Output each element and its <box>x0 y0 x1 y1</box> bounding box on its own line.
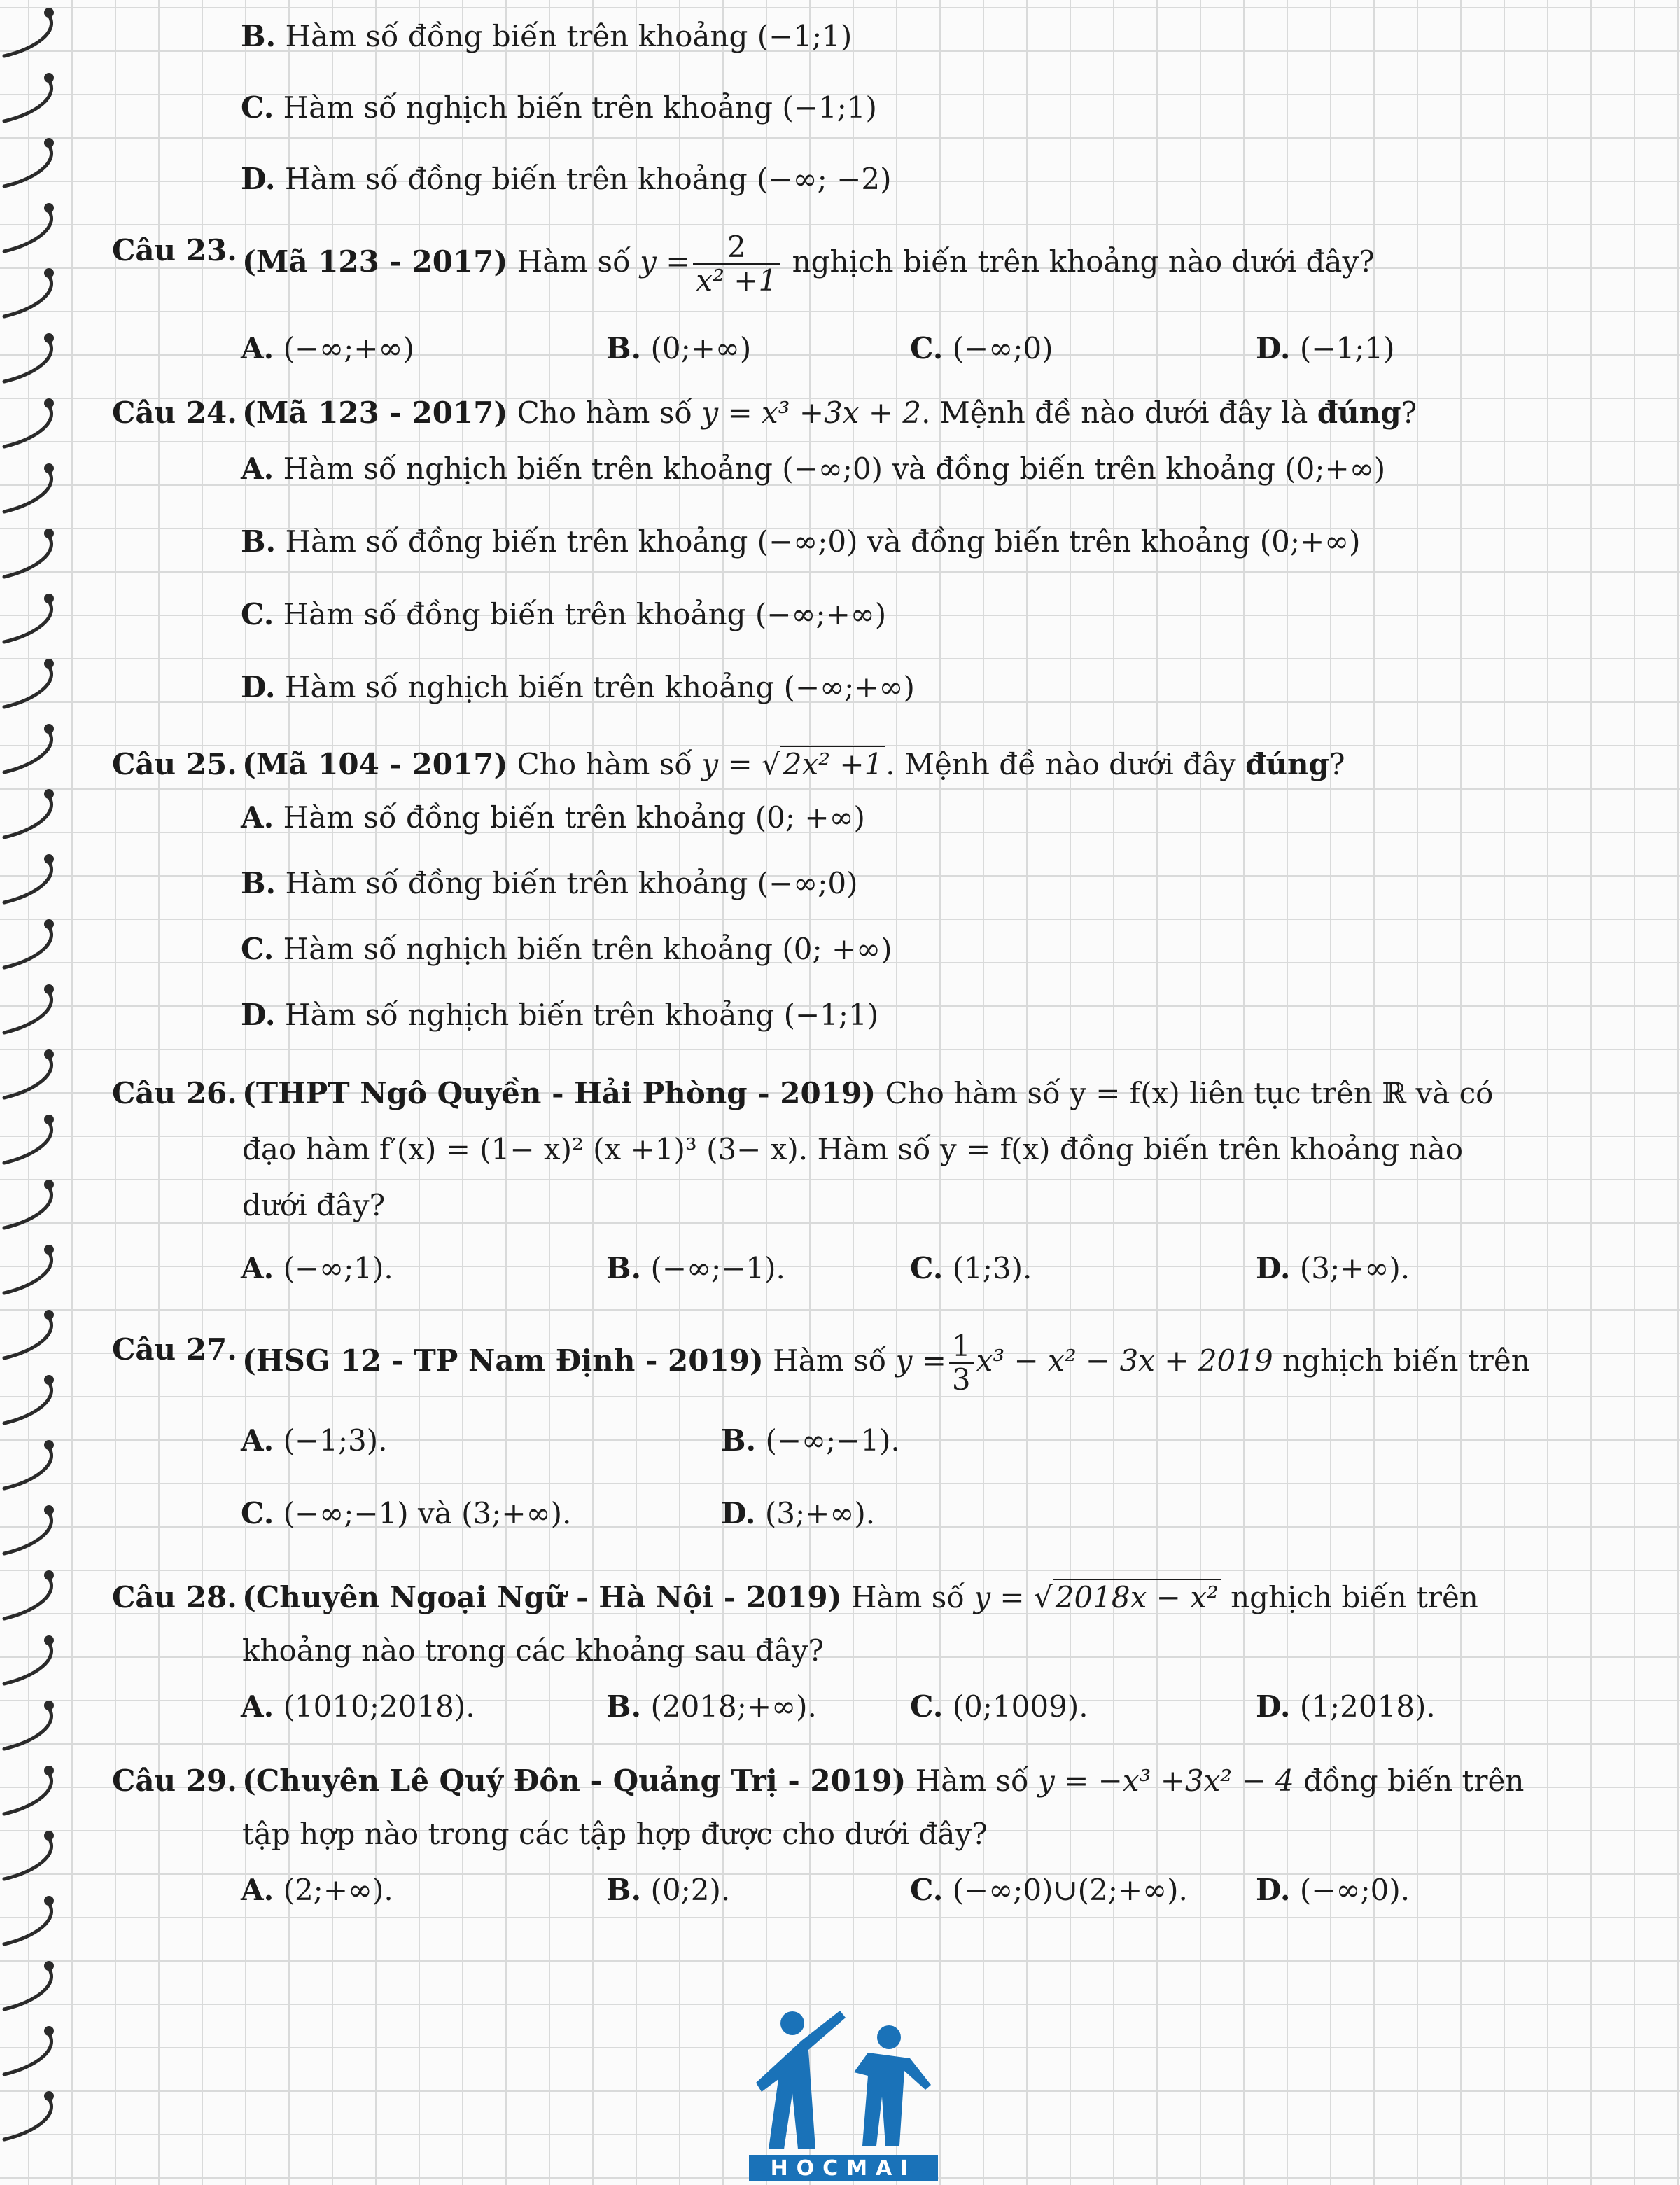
q26-option-d: D. (3;+∞). <box>1256 1251 1410 1285</box>
q23-option-d: D. (−1;1) <box>1256 331 1395 365</box>
q25-option-b: B. Hàm số đồng biến trên khoảng (−∞;0) <box>241 866 858 900</box>
question-24 <box>112 393 1533 433</box>
q29-option-c: C. (−∞;0)∪(2;+∞). <box>910 1873 1188 1907</box>
q29-option-b: B. (0;2). <box>606 1873 731 1907</box>
question-27 <box>112 1330 1533 1396</box>
q23-option-a: A. (−∞;+∞) <box>241 331 414 365</box>
q24-option-a: A. Hàm số nghịch biến trên khoảng (−∞;0) và đồng biến trên khoảng (0;+∞) <box>241 452 1386 486</box>
q23-option-b: B. (0;+∞) <box>606 331 752 365</box>
q22-option-b: B. Hàm số đồng biến trên khoảng (−1;1) <box>241 19 853 53</box>
question-stem: (HSG 12 - TP Nam Định - 2019) Hàm số y = $\frac{1}{3}$ x³ − x² − 3x + 2019 nghịch biến trên <box>242 1329 1530 1397</box>
logo-text: HOCMAI <box>770 2156 917 2181</box>
q27-option-a: A. (−1;3). <box>241 1423 388 1458</box>
question-number: Câu 26. <box>112 1076 237 1110</box>
q23-option-c: C. (−∞;0) <box>910 331 1054 365</box>
q28-option-b: B. (2018;+∞). <box>606 1689 817 1724</box>
question-stem: (Mã 123 - 2017) Hàm số y = $\frac{2}{\text{x² +1}}$ nghịch biến trên khoảng nào dưới đây? <box>242 230 1375 298</box>
q25-option-a: A. Hàm số đồng biến trên khoảng (0; +∞) <box>241 800 865 835</box>
question-stem: (THPT Ngô Quyền - Hải Phòng - 2019) Cho hàm số y = f(x) liên tục trên ℝ và có đạo hàm f′(x) = (1− x)² (x +1)³ (3− x). Hàm số y = f(x) đồng biến trên khoảng nào dưới đây? <box>242 1076 1494 1222</box>
question-stem: (Chuyên Lê Quý Đôn - Quảng Trị - 2019) Hàm số y = −x³ +3x² − 4 đồng biến trên tập hợp nào trong các tập hợp được cho dưới đây? <box>242 1764 1525 1851</box>
question-number: Câu 27. <box>112 1332 237 1367</box>
q26-option-c: C. (1;3). <box>910 1251 1032 1285</box>
q22-option-d: D. Hàm số đồng biến trên khoảng (−∞; −2) <box>241 162 892 196</box>
q26-option-b: B. (−∞;−1). <box>606 1251 785 1285</box>
q24-option-d: D. Hàm số nghịch biến trên khoảng (−∞;+∞) <box>241 670 915 704</box>
question-23 <box>112 231 1533 297</box>
q26-option-a: A. (−∞;1). <box>241 1251 393 1285</box>
q25-option-d: D. Hàm số nghịch biến trên khoảng (−1;1) <box>241 998 879 1032</box>
question-stem: (Mã 123 - 2017) Cho hàm số y = x³ +3x + 2. Mệnh đề nào dưới đây là đúng? <box>242 396 1418 430</box>
q27-option-c: C. (−∞;−1) và (3;+∞). <box>241 1496 572 1530</box>
fraction: $\frac{2}{\text{x² +1}}$ <box>693 231 780 297</box>
q29-option-a: A. (2;+∞). <box>241 1873 393 1907</box>
question-number: Câu 24. <box>112 396 237 430</box>
q28-option-a: A. (1010;2018). <box>241 1689 475 1724</box>
q27-option-d: D. (3;+∞). <box>721 1496 876 1530</box>
question-number: Câu 29. <box>112 1764 237 1798</box>
question-25 <box>112 745 1533 784</box>
question-number: Câu 23. <box>112 233 237 267</box>
q28-option-d: D. (1;2018). <box>1256 1689 1436 1724</box>
q28-option-c: C. (0;1009). <box>910 1689 1088 1724</box>
q24-option-b: B. Hàm số đồng biến trên khoảng (−∞;0) và đồng biến trên khoảng (0;+∞) <box>241 524 1361 559</box>
q27-option-b: B. (−∞;−1). <box>721 1423 900 1458</box>
q25-option-c: C. Hàm số nghịch biến trên khoảng (0; +∞) <box>241 932 892 966</box>
question-stem: (Mã 104 - 2017) Cho hàm số y = √2x² +1. Mệnh đề nào dưới đây đúng? <box>242 747 1345 781</box>
fraction: $\frac{1}{3}$ <box>949 1330 974 1396</box>
question-number: Câu 28. <box>112 1580 237 1614</box>
q24-option-c: C. Hàm số đồng biến trên khoảng (−∞;+∞) <box>241 597 887 631</box>
question-26 <box>112 1066 1533 1234</box>
question-stem: (Chuyên Ngoại Ngữ - Hà Nội - 2019) Hàm số y = √2018x − x² nghịch biến trên khoảng nào trong các khoảng sau đây? <box>242 1580 1478 1668</box>
question-29 <box>112 1754 1533 1861</box>
q29-option-d: D. (−∞;0). <box>1256 1873 1410 1907</box>
hocmai-logo <box>749 2009 938 2181</box>
question-28 <box>112 1571 1533 1677</box>
question-number: Câu 25. <box>112 747 237 781</box>
q22-option-c: C. Hàm số nghịch biến trên khoảng (−1;1) <box>241 90 877 125</box>
